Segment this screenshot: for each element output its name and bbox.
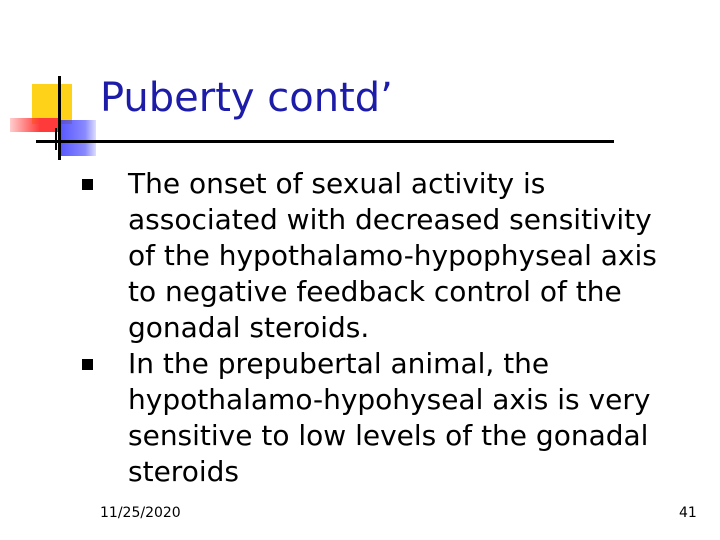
bullet-list	[80, 166, 680, 490]
slide-title: Puberty contd’	[100, 75, 393, 121]
bullet-text: In the prepubertal animal, the hypothalamo-hypohyseal axis is very sensitive to low levels of the gonadal steroids	[128, 347, 651, 488]
slide-number: 41	[679, 505, 697, 521]
square-bullet-icon	[82, 359, 93, 370]
bullet-item	[80, 346, 680, 490]
bullet-text: The onset of sexual activity is associated with decreased sensitivity of the hypothalamo-hypophyseal axis to negative feedback control of the gonadal steroids.	[128, 167, 657, 344]
slide-logo-decoration	[8, 70, 108, 170]
footer-date: 11/25/2020	[100, 505, 181, 521]
bullet-item	[80, 166, 680, 346]
title-underline	[36, 140, 614, 143]
square-bullet-icon	[82, 179, 93, 190]
